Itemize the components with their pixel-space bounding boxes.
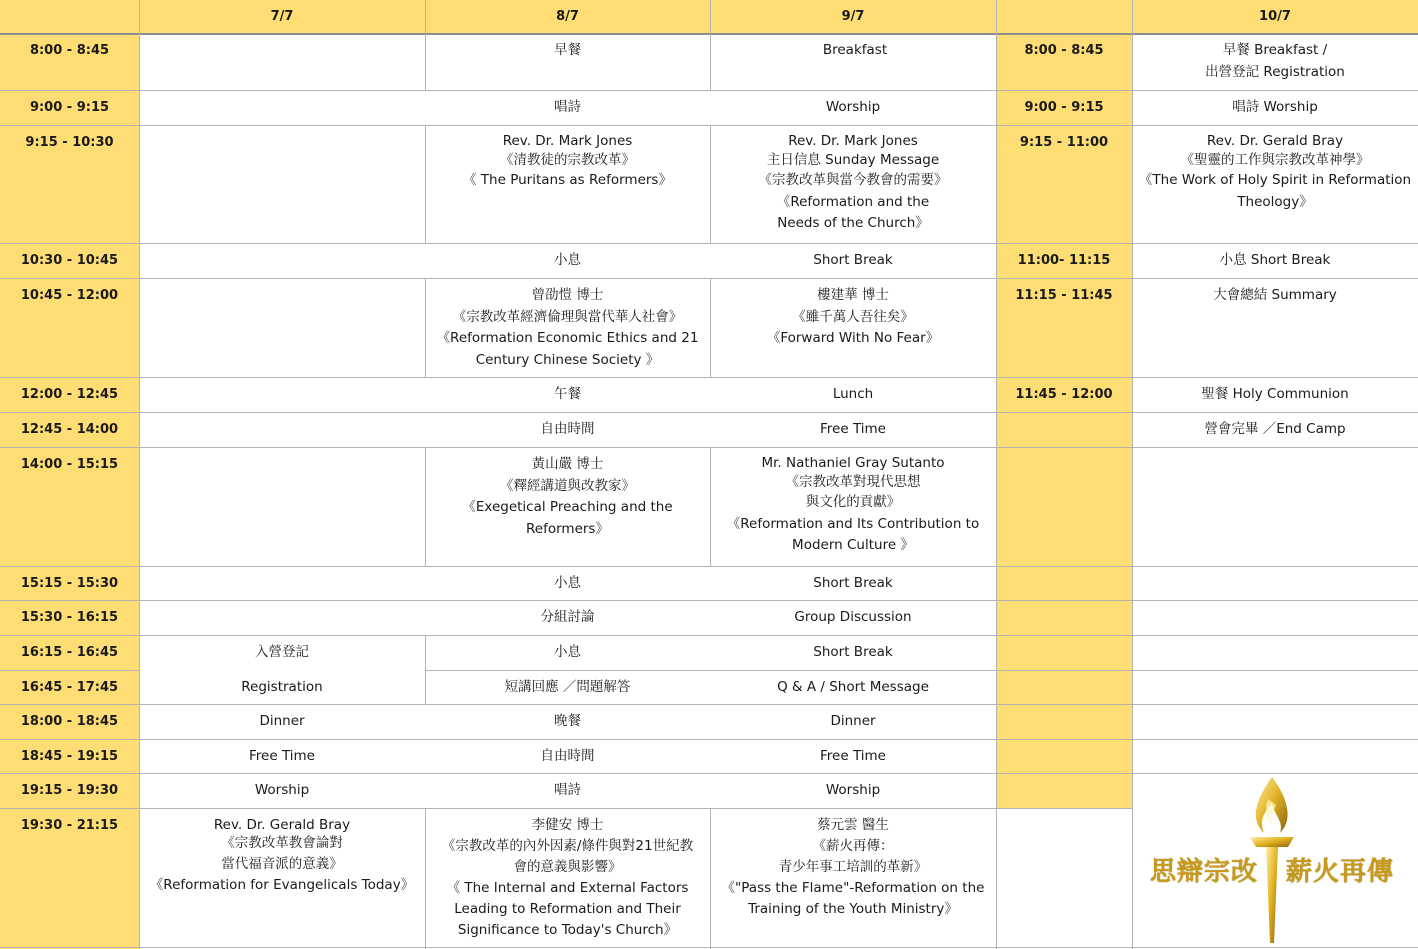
day3-break3: Short Break [813, 644, 893, 660]
day2-break2: 小息 [554, 575, 581, 591]
time-slot: 15:15 - 15:30 [20, 576, 119, 591]
day3-session1: Rev. Dr. Mark Jones 主日信息 Sunday Message 《宗教改革與當今教會的需要》 《Reformation and the Needs of the Church》 [758, 133, 948, 231]
day2-session4: 李健安 博士 《宗教改革的內外因素/條件與對21世紀教 會的意義與影響》 《 The Internal and External Factors Leading to Reformation and Their Significance to Today's Church》 [441, 817, 694, 938]
day4-session: Rev. Dr. Gerald Bray 《聖靈的工作與宗教改革神學》 《The Work of Holy Spirit in Reformation Theology》 [1138, 133, 1412, 210]
day1-worship: Worship [254, 782, 310, 798]
day2-session1: Rev. Dr. Mark Jones 《清教徒的宗教改革》 《 The Puritans as Reformers》 [463, 133, 672, 188]
day4-communion: 聖餐 Holy Communion [1201, 386, 1349, 402]
time-slot: 19:30 - 21:15 [20, 818, 119, 833]
day3-break2: Short Break [813, 575, 893, 591]
day2-dinner: 晚餐 [554, 713, 581, 729]
day1-dinner: Dinner [259, 713, 305, 729]
day4-break: 小息 Short Break [1219, 252, 1331, 268]
time-slot-day4: 11:45 - 12:00 [1015, 387, 1113, 402]
header-cell-time [0, 0, 139, 33]
day3-session2: 樓建華 博士 《雖千萬人吾往矣》 《Forward With No Fear》 [766, 287, 940, 346]
day3-free-time-pm: Free Time [820, 748, 886, 764]
day1-free-time: Free Time [249, 748, 315, 764]
day3-dinner: Dinner [830, 713, 876, 729]
day2-session2: 曾劭愷 博士 《宗教改革經濟倫理與當代華人社會》 《Reformation Economic Ethics and 21 Century Chinese Society 》 [436, 287, 699, 368]
day2-break1: 小息 [554, 252, 581, 268]
day3-lunch: Lunch [832, 386, 874, 402]
day1-registration-en: Registration [241, 679, 323, 695]
day3-qa: Q & A / Short Message [777, 679, 929, 695]
day2-worship-am: 唱詩 [554, 99, 581, 115]
day2-break3: 小息 [554, 644, 581, 660]
time-slot: 8:00 - 8:45 [29, 43, 110, 58]
time-slot: 9:00 - 9:15 [29, 100, 110, 115]
day2-session3: 黃山嚴 博士 《釋經講道與改教家》 《Exegetical Preaching and the Reformers》 [462, 456, 673, 537]
header-cell-day2: 8/7 [425, 0, 710, 33]
time-slot-day4: 11:00- 11:15 [1017, 253, 1111, 268]
time-slot: 14:00 - 15:15 [20, 457, 119, 472]
time-slot: 9:15 - 10:30 [25, 135, 114, 150]
header-cell-day3: 9/7 [710, 0, 996, 33]
day4-end-camp: 營會完畢 ／End Camp [1204, 421, 1346, 437]
time-slot: 16:15 - 16:45 [20, 645, 119, 660]
event-logo [1140, 775, 1410, 945]
day2-qa: 短講回應 ／問題解答 [504, 679, 631, 695]
day2-free-time-pm: 自由時間 [540, 748, 595, 764]
time-slot: 12:45 - 14:00 [20, 422, 119, 437]
time-slot: 16:45 - 17:45 [20, 680, 119, 695]
day4-summary: 大會總結 Summary [1213, 287, 1337, 303]
day2-worship-pm: 唱詩 [554, 782, 581, 798]
day4-worship: 唱詩 Worship [1232, 99, 1318, 115]
time-slot-day4: 11:15 - 11:45 [1015, 288, 1113, 303]
time-slot: 10:45 - 12:00 [20, 288, 119, 303]
day3-session3: Mr. Nathaniel Gray Sutanto 《宗教改革對現代思想 與文化的貢獻》 《Reformation and Its Contribution to Modern Culture 》 [726, 455, 980, 553]
day2-breakfast: 早餐 [554, 42, 581, 58]
day3-worship-am: Worship [825, 99, 881, 115]
time-slot-day4: 8:00 - 8:45 [1024, 43, 1104, 58]
day3-worship-pm: Worship [825, 782, 881, 798]
day2-group-discussion: 分組討論 [540, 609, 595, 625]
time-slot: 10:30 - 10:45 [20, 253, 119, 268]
day2-free-time: 自由時間 [540, 421, 595, 437]
time-slot: 18:45 - 19:15 [20, 749, 119, 764]
day3-session4: 蔡元雲 醫生 《薪火再傳： 青少年事工培訓的革新》 《"Pass the Flame"-Reformation on the Training of the Youth Ministry》 [721, 817, 985, 917]
time-slot: 15:30 - 16:15 [20, 610, 119, 625]
time-slot-day4: 9:00 - 9:15 [1024, 100, 1104, 115]
day3-free-time: Free Time [820, 421, 886, 437]
time-slot: 12:00 - 12:45 [20, 387, 119, 402]
day4-breakfast: 早餐 Breakfast / 出營登記 Registration [1205, 42, 1345, 80]
header-cell-day4: 10/7 [1132, 0, 1418, 33]
header-cell-time2 [996, 0, 1132, 33]
logo-text-left: 思辯宗改 [1150, 857, 1259, 887]
header-cell-day1: 7/7 [139, 0, 425, 33]
day1-session: Rev. Dr. Gerald Bray 《宗教改革教會論對 當代福音派的意義》 《Reformation for Evangelicals Today》 [149, 817, 415, 893]
time-slot: 19:15 - 19:30 [20, 783, 119, 798]
time-slot-day4: 9:15 - 11:00 [1019, 135, 1109, 150]
time-slot: 18:00 - 18:45 [20, 714, 119, 729]
day2-lunch: 午餐 [554, 386, 581, 402]
logo-text-right: 薪火再傳 [1286, 857, 1395, 887]
day1-registration: 入營登記 [255, 644, 309, 660]
day3-group-discussion: Group Discussion [794, 609, 912, 625]
day3-breakfast: Breakfast [822, 42, 888, 58]
day3-break1: Short Break [813, 252, 893, 268]
